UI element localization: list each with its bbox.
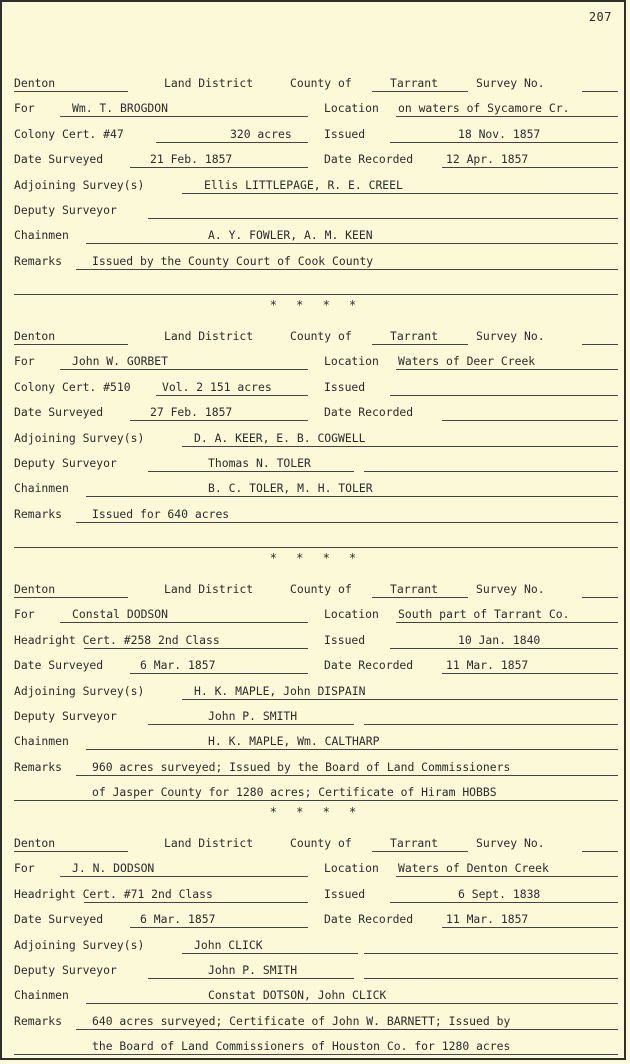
- district-value: Denton: [14, 836, 56, 850]
- fill-in-line: [582, 91, 618, 92]
- survey-no-label: Survey No.: [476, 329, 545, 343]
- location-label: Location: [324, 101, 379, 116]
- fill-in-line: [396, 369, 618, 370]
- fill-in-line: [86, 1003, 618, 1004]
- row-dates: [14, 906, 618, 931]
- for-label: For: [14, 101, 35, 116]
- row-remarks-continued: [14, 526, 618, 551]
- county-value: Tarrant: [390, 582, 439, 596]
- chainmen-value: B. C. TOLER, M. H. TOLER: [208, 481, 373, 496]
- chainmen-value: H. K. MAPLE, Wm. CALTHARP: [208, 734, 380, 749]
- fill-in-line: [182, 193, 618, 194]
- date-surveyed-value: 6 Mar. 1857: [140, 912, 216, 927]
- row-deputy: [14, 197, 618, 222]
- adjoining-value: D. A. KEER, E. B. COGWELL: [194, 430, 366, 445]
- row-deputy: [14, 703, 618, 728]
- adjoining-value: John CLICK: [194, 937, 263, 952]
- fill-in-line: [390, 142, 618, 143]
- fill-in-line: [396, 876, 618, 877]
- row-adjoining: [14, 172, 618, 197]
- fill-in-line: [14, 851, 128, 852]
- fill-in-line: [372, 91, 468, 92]
- fill-in-line: [364, 724, 618, 725]
- fill-in-line: [130, 167, 308, 168]
- chainmen-label: Chainmen: [14, 481, 69, 496]
- grantee-value: Wm. T. BROGDON: [72, 101, 169, 116]
- deputy-surveyor-label: Deputy Surveyor: [14, 455, 117, 470]
- fill-in-line: [364, 953, 618, 954]
- fill-in-line: [148, 471, 354, 472]
- row-district: [14, 323, 618, 348]
- chainmen-label: Chainmen: [14, 734, 69, 749]
- fill-in-line: [182, 446, 618, 447]
- fill-in-line: [182, 699, 618, 700]
- row-certificate: [14, 121, 618, 146]
- county-of-label: County of: [290, 836, 352, 850]
- row-adjoining: [14, 932, 618, 957]
- fill-in-line: [148, 978, 354, 979]
- survey-no-label: Survey No.: [476, 582, 545, 596]
- fill-in-line: [14, 547, 618, 548]
- fill-in-line: [442, 927, 618, 928]
- row-certificate: [14, 881, 618, 906]
- chainmen-value: A. Y. FOWLER, A. M. KEEN: [208, 228, 373, 243]
- grantee-value: John W. GORBET: [72, 354, 169, 369]
- fill-in-line: [372, 344, 468, 345]
- chainmen-value: Constat DOTSON, John CLICK: [208, 988, 387, 1003]
- row-chainmen: [14, 728, 618, 753]
- adjoining-label: Adjoining Survey(s): [14, 430, 145, 445]
- fill-in-line: [76, 1029, 618, 1030]
- grantee-value: Constal DODSON: [72, 607, 169, 622]
- deputy-surveyor-value: Thomas N. TOLER: [208, 455, 311, 470]
- land-district-label: Land District: [164, 76, 254, 90]
- fill-in-line: [364, 471, 618, 472]
- acres-value: 320 acres: [230, 126, 292, 141]
- record-separator: * * * *: [269, 805, 363, 819]
- row-chainmen: [14, 222, 618, 247]
- for-label: For: [14, 861, 35, 876]
- date-surveyed-value: 27 Feb. 1857: [150, 405, 233, 420]
- date-recorded-label: Date Recorded: [324, 912, 414, 927]
- chainmen-label: Chainmen: [14, 228, 69, 243]
- remarks-value: 960 acres surveyed; Issued by the Board of Land Commissioners: [92, 759, 511, 774]
- deputy-surveyor-value: John P. SMITH: [208, 708, 298, 723]
- survey-no-label: Survey No.: [476, 836, 545, 850]
- land-district-label: Land District: [164, 836, 254, 850]
- county-of-label: County of: [290, 329, 352, 343]
- fill-in-line: [130, 927, 308, 928]
- fill-in-line: [130, 420, 308, 421]
- row-for: [14, 601, 618, 626]
- remarks-value: Issued by the County Court of Cook County: [92, 253, 374, 268]
- district-value: Denton: [14, 582, 56, 596]
- issued-label: Issued: [324, 886, 366, 901]
- row-remarks-continued: [14, 1033, 618, 1058]
- location-label: Location: [324, 861, 379, 876]
- adjoining-label: Adjoining Survey(s): [14, 937, 145, 952]
- row-adjoining: [14, 678, 618, 703]
- row-remarks-continued: [14, 779, 618, 804]
- certificate-label: Colony Cert. #47: [14, 126, 124, 141]
- row-district: [14, 70, 618, 95]
- date-surveyed-label: Date Surveyed: [14, 405, 104, 420]
- remarks-label: Remarks: [14, 506, 63, 521]
- row-dates: [14, 652, 618, 677]
- fill-in-line: [390, 648, 618, 649]
- location-value: on waters of Sycamore Cr.: [398, 101, 570, 116]
- location-value: Waters of Denton Creek: [398, 861, 549, 876]
- survey-record: [14, 830, 618, 1059]
- date-recorded-label: Date Recorded: [324, 405, 414, 420]
- fill-in-line: [364, 978, 618, 979]
- fill-in-line: [86, 243, 618, 244]
- issued-label: Issued: [324, 126, 366, 141]
- row-remarks: [14, 754, 618, 779]
- adjoining-value: H. K. MAPLE, John DISPAIN: [194, 683, 366, 698]
- page-number: 207: [588, 10, 612, 24]
- issued-value: 6 Sept. 1838: [458, 886, 541, 901]
- remarks-label: Remarks: [14, 759, 63, 774]
- fill-in-line: [442, 673, 618, 674]
- grantee-value: J. N. DODSON: [72, 861, 155, 876]
- for-label: For: [14, 354, 35, 369]
- fill-in-line: [76, 522, 618, 523]
- date-recorded-value: 12 Apr. 1857: [446, 152, 529, 167]
- fill-in-line: [582, 851, 618, 852]
- row-remarks: [14, 248, 618, 273]
- remarks-continued-value: of Jasper County for 1280 acres; Certificate of Hiram HOBBS: [92, 785, 497, 800]
- fill-in-line: [14, 294, 618, 295]
- fill-in-line: [442, 167, 618, 168]
- fill-in-line: [14, 91, 128, 92]
- adjoining-label: Adjoining Survey(s): [14, 177, 145, 192]
- row-remarks: [14, 501, 618, 526]
- fill-in-line: [582, 597, 618, 598]
- location-value: Waters of Deer Creek: [398, 354, 536, 369]
- row-for: [14, 855, 618, 880]
- fill-in-line: [14, 597, 128, 598]
- remarks-value: 640 acres surveyed; Certificate of John W. BARNETT; Issued by: [92, 1013, 511, 1028]
- date-recorded-value: 11 Mar. 1857: [446, 658, 529, 673]
- fill-in-line: [60, 369, 308, 370]
- district-value: Denton: [14, 329, 56, 343]
- survey-no-label: Survey No.: [476, 76, 545, 90]
- adjoining-value: Ellis LITTLEPAGE, R. E. CREEL: [204, 177, 403, 192]
- issued-value: 18 Nov. 1857: [458, 126, 541, 141]
- certificate-label: Headright Cert. #258 2nd Class: [14, 632, 220, 647]
- fill-in-line: [76, 775, 618, 776]
- row-chainmen: [14, 475, 618, 500]
- certificate-label: Headright Cert. #71 2nd Class: [14, 886, 213, 901]
- chainmen-label: Chainmen: [14, 988, 69, 1003]
- row-certificate: [14, 627, 618, 652]
- row-district: [14, 576, 618, 601]
- row-certificate: [14, 374, 618, 399]
- remarks-continued-value: the Board of Land Commissioners of Houston Co. for 1280 acres: [92, 1039, 511, 1054]
- fill-in-line: [156, 395, 308, 396]
- location-label: Location: [324, 354, 379, 369]
- record-separator: * * * *: [269, 551, 363, 565]
- fill-in-line: [148, 218, 618, 219]
- fill-in-line: [14, 800, 618, 801]
- row-for: [14, 95, 618, 120]
- row-dates: [14, 146, 618, 171]
- deputy-surveyor-label: Deputy Surveyor: [14, 708, 117, 723]
- fill-in-line: [396, 622, 618, 623]
- fill-in-line: [14, 344, 128, 345]
- survey-record: [14, 323, 618, 552]
- fill-in-line: [582, 344, 618, 345]
- date-recorded-value: 11 Mar. 1857: [446, 912, 529, 927]
- date-surveyed-value: 6 Mar. 1857: [140, 658, 216, 673]
- remarks-label: Remarks: [14, 1013, 63, 1028]
- date-recorded-label: Date Recorded: [324, 152, 414, 167]
- county-of-label: County of: [290, 76, 352, 90]
- row-remarks: [14, 1008, 618, 1033]
- deputy-surveyor-label: Deputy Surveyor: [14, 202, 117, 217]
- row-deputy: [14, 957, 618, 982]
- fill-in-line: [182, 953, 358, 954]
- land-district-label: Land District: [164, 582, 254, 596]
- row-for: [14, 348, 618, 373]
- issued-label: Issued: [324, 632, 366, 647]
- deputy-surveyor-label: Deputy Surveyor: [14, 962, 117, 977]
- issued-label: Issued: [324, 379, 366, 394]
- fill-in-line: [130, 673, 308, 674]
- row-adjoining: [14, 425, 618, 450]
- fill-in-line: [60, 116, 308, 117]
- date-surveyed-label: Date Surveyed: [14, 912, 104, 927]
- fill-in-line: [60, 876, 308, 877]
- row-remarks-continued: [14, 273, 618, 298]
- location-value: South part of Tarrant Co.: [398, 607, 570, 622]
- record-separator: * * * *: [269, 298, 363, 312]
- fill-in-line: [86, 496, 618, 497]
- county-of-label: County of: [290, 582, 352, 596]
- fill-in-line: [390, 902, 618, 903]
- land-district-label: Land District: [164, 329, 254, 343]
- fill-in-line: [86, 749, 618, 750]
- certificate-label: Colony Cert. #510: [14, 379, 131, 394]
- county-value: Tarrant: [390, 76, 439, 90]
- fill-in-line: [442, 420, 618, 421]
- date-surveyed-label: Date Surveyed: [14, 152, 104, 167]
- county-value: Tarrant: [390, 836, 439, 850]
- survey-record: [14, 70, 618, 299]
- survey-record: [14, 576, 618, 805]
- fill-in-line: [396, 116, 618, 117]
- fill-in-line: [84, 648, 308, 649]
- acres-value: Vol. 2 151 acres: [162, 379, 272, 394]
- fill-in-line: [156, 142, 308, 143]
- row-deputy: [14, 450, 618, 475]
- row-dates: [14, 399, 618, 424]
- fill-in-line: [148, 724, 354, 725]
- fill-in-line: [372, 851, 468, 852]
- issued-value: 10 Jan. 1840: [458, 632, 541, 647]
- remarks-value: Issued for 640 acres: [92, 506, 230, 521]
- fill-in-line: [14, 1054, 618, 1055]
- deputy-surveyor-value: John P. SMITH: [208, 962, 298, 977]
- fill-in-line: [60, 622, 308, 623]
- location-label: Location: [324, 607, 379, 622]
- date-surveyed-value: 21 Feb. 1857: [150, 152, 233, 167]
- adjoining-label: Adjoining Survey(s): [14, 683, 145, 698]
- fill-in-line: [372, 597, 468, 598]
- date-surveyed-label: Date Surveyed: [14, 658, 104, 673]
- date-recorded-label: Date Recorded: [324, 658, 414, 673]
- row-chainmen: [14, 982, 618, 1007]
- row-district: [14, 830, 618, 855]
- fill-in-line: [84, 902, 308, 903]
- county-value: Tarrant: [390, 329, 439, 343]
- fill-in-line: [390, 395, 618, 396]
- for-label: For: [14, 607, 35, 622]
- remarks-label: Remarks: [14, 253, 63, 268]
- district-value: Denton: [14, 76, 56, 90]
- fill-in-line: [76, 269, 618, 270]
